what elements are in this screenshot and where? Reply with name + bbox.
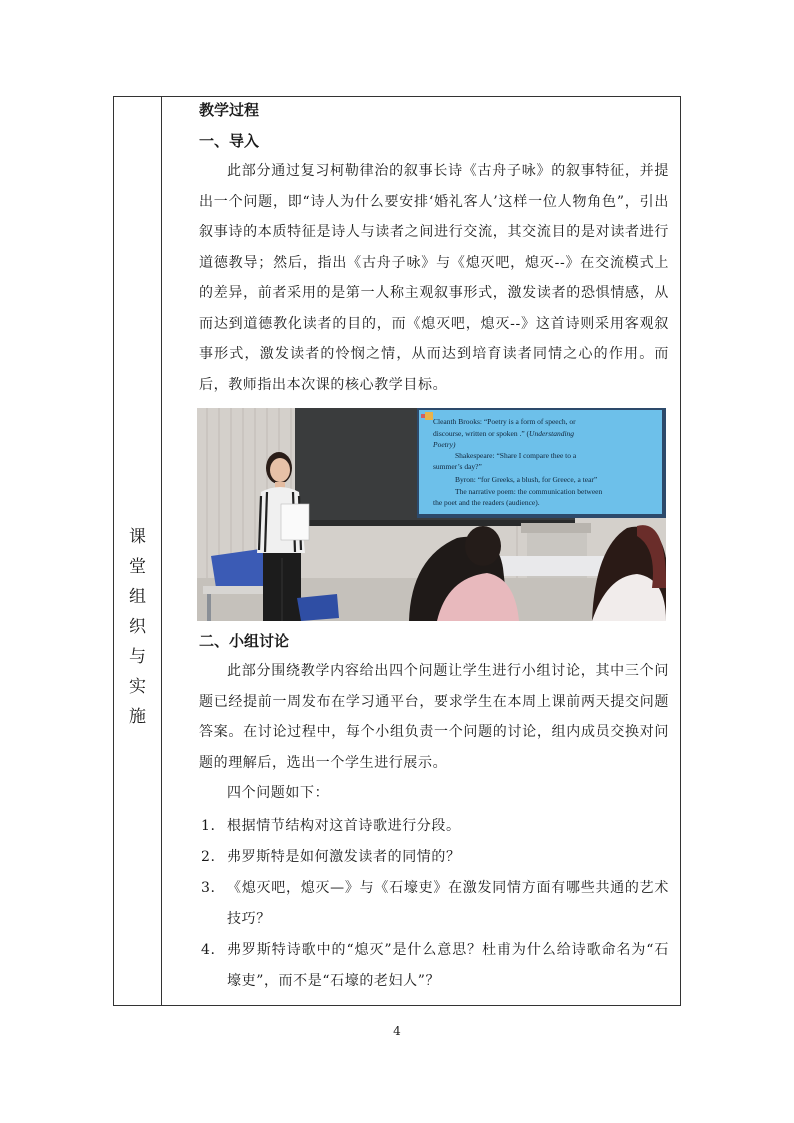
- slide-line: Shakespeare: “Share I compare thee to a: [455, 451, 577, 460]
- side-label-char: 施: [129, 707, 146, 727]
- section1-heading: 一、导入: [199, 132, 260, 150]
- list-item: [201, 842, 669, 873]
- page-title: 教学过程: [199, 101, 260, 119]
- content-column: [199, 98, 669, 400]
- section2-heading: 二、小组讨论: [199, 632, 290, 650]
- question-number: 1.: [201, 817, 216, 834]
- side-label-char: 与: [129, 647, 146, 667]
- side-label: [114, 522, 161, 732]
- classroom-photo: [197, 408, 666, 621]
- side-label-char: 课: [129, 527, 146, 547]
- section2: [199, 626, 669, 997]
- section1-paragraph: 此部分通过复习柯勒律治的叙事长诗《古舟子咏》的叙事特征，并提出一个问题，即“诗人为什么要安排‘婚礼客人’这样一位人物角色”，引出叙事诗的本质特征是诗人与读者之间进行交流，其交流目的是对读者进行道德教导；然后，指出《古舟子咏》与《熄灭吧，熄灭--》在交流模式上的差异，前者采用的是第一人称主观叙事形式，激发读者的恐惧情感，从而达到道德教化读者的目的，而《熄灭吧，熄灭--》这首诗则采用客观叙事形式，激发读者的怜悯之情，从而达到培育读者同情之心的作用。而后，教师指出本次课的核心教学目标。: [199, 163, 669, 393]
- question-number: 3.: [201, 879, 216, 896]
- slide-line: Byron: “for Greeks, a blush, for Greece, a tear”: [455, 475, 598, 484]
- question-list: [199, 811, 669, 997]
- page-number: 4: [393, 1024, 401, 1038]
- list-item: [201, 811, 669, 842]
- slide-line-part: Understanding: [529, 429, 575, 438]
- question-number: 2.: [201, 848, 216, 865]
- question-text: 根据情节结构对这首诗歌进行分段。: [227, 817, 461, 834]
- section2-paragraph: 此部分围绕教学内容给出四个问题让学生进行小组讨论，其中三个问题已经提前一周发布在学习通平台，要求学生在本周上课前两天提交问题答案。在讨论过程中，每个小组负责一个问题的讨论，组内成员交换对问题的理解后，选出一个学生进行展示。: [199, 663, 669, 771]
- question-number: 4.: [201, 941, 216, 958]
- question-text: 弗罗斯特诗歌中的“熄灭”是什么意思？杜甫为什么给诗歌命名为“石壕吏”，而不是“石壕的老妇人”？: [227, 941, 669, 989]
- question-text: 《熄灭吧，熄灭—》与《石壕吏》在激发同情方面有哪些共通的艺术技巧？: [227, 879, 669, 927]
- slide-line: summer’s day?”: [433, 462, 482, 471]
- question-text: 弗罗斯特是如何激发读者的同情的？: [227, 848, 461, 865]
- side-label-char: 织: [129, 617, 146, 637]
- questions-intro: 四个问题如下：: [227, 785, 330, 801]
- slide-line: the poet and the readers (audience).: [433, 498, 540, 507]
- list-item: [201, 935, 669, 997]
- slide-line-part: discourse, written or spoken .” (: [433, 429, 530, 438]
- slide-line: Cleanth Brooks: “Poetry is a form of speech, or: [433, 417, 576, 426]
- slide-line: Poetry): [433, 440, 456, 449]
- side-label-char: 堂: [129, 557, 146, 577]
- side-label-char: 实: [129, 677, 146, 697]
- slide-line: The narrative poem: the communication between: [455, 487, 603, 496]
- slide-line: [433, 429, 574, 438]
- column-divider: [161, 97, 162, 1005]
- side-label-char: 组: [129, 587, 146, 607]
- list-item: [201, 873, 669, 935]
